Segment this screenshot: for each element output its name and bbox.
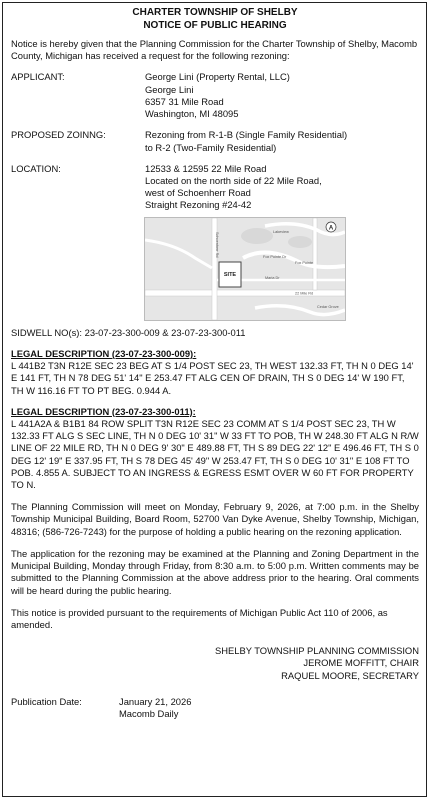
road-label: Cedar Grove [317, 304, 339, 309]
road-label: 22 Mile Rd [295, 291, 314, 296]
applicant-line: Washington, MI 48095 [145, 108, 239, 120]
proposed-line: Rezoning from R-1-B (Single Family Residential) [145, 129, 348, 141]
signature-line-2: JEROME MOFFITT, CHAIR [303, 657, 419, 669]
legal-description-2-heading: LEGAL DESCRIPTION (23-07-23-300-011): [11, 405, 196, 417]
proposed-zoning-label: PROPOSED ZOINNG: [11, 129, 106, 141]
proposed-line: to R-2 (Two-Family Residential) [145, 141, 277, 153]
publication-label: Publication Date: [11, 695, 82, 707]
north-arrow-label: A [328, 224, 334, 231]
applicant-label: APPLICANT: [11, 71, 65, 83]
legal-description-2-text: L 441A2A & B1B1 84 ROW SPLIT T3N R12E SEC 23 COMM AT S 1/4 POST SEC 23, TH W 132.33 FT ALG S SEC LINE, TH N 0 DEG 10' 31" W 33 FT TO POB, TH W 248.30 FT ALG N R/W LINE OF 22 MILE RD, TH N 0 DEG 9' 30" E 489.88 FT, TH S 89 DEG 22' 12" E 496.46 FT, TH S 0 DEG 12' 19" E 337.95 FT, TH S 78 DEG 45' 49" W 253.47 FT, TH S 0 DEG 10' 31" E 108 FT TO POB. 4.855 A. SUBJECT TO AN INGRESS & EGRESS ESMT OVER W 60 FT FOR PROPERTY TO N. [11, 417, 419, 491]
act-paragraph: This notice is provided pursuant to the requirements of Michigan Public Act 110 of 2006, as amended. [11, 606, 388, 630]
notice-title [11, 7, 419, 32]
publication-section [11, 696, 419, 720]
applicant-details [145, 71, 419, 120]
road-22-mile [145, 290, 345, 296]
legal-description-1-heading: LEGAL DESCRIPTION (23-07-23-300-009): [11, 347, 197, 359]
road-label: Fox Pointe Dr [263, 254, 287, 259]
location-line: 12533 & 12595 22 Mile Road [145, 162, 267, 174]
proposed-zoning-section [11, 129, 419, 153]
road-label: Fox Pointe [295, 260, 314, 265]
intro-paragraph: Notice is hereby given that the Planning Commission for the Charter Township of Shelby, Macomb County, Michigan has received a request for the following rezoning: [11, 38, 418, 62]
location-details [145, 163, 419, 212]
applicant-line: George Lini [145, 83, 194, 95]
sidwell-numbers: SIDWELL NO(s): 23-07-23-300-009 & 23-07-23-300-011 [11, 326, 246, 338]
location-map [144, 217, 346, 321]
signature-line-3: RAQUEL MOORE, SECRETARY [281, 669, 419, 681]
road-label: Schoenherr Rd [215, 231, 219, 258]
proposed-zoning-details [145, 129, 419, 153]
location-label: LOCATION: [11, 162, 61, 174]
pond [288, 236, 312, 248]
location-line: west of Schoenherr Road [145, 187, 251, 199]
site-label: SITE [223, 271, 237, 278]
publication-date: January 21, 2026 [119, 695, 192, 707]
title-line-2: NOTICE OF PUBLIC HEARING [143, 19, 287, 31]
location-section [11, 163, 419, 212]
signature-block [11, 645, 419, 682]
signature-line-1: SHELBY TOWNSHIP PLANNING COMMISSION [214, 645, 419, 657]
title-line-1: CHARTER TOWNSHIP OF SHELBY [132, 7, 298, 18]
meeting-paragraph: The Planning Commission will meet on Monday, February 9, 2026, at 7:00 p.m. in the Shelby Township Municipal Building, Board Room, 52700 Van Dyke Avenue, Shelby Township, Michigan, 48316; (586-726-7243) for the purpose of holding a public hearing on the rezoning application. [11, 501, 419, 537]
map-graphic [145, 218, 345, 320]
applicant-line: George Lini (Property Rental, LLC) [145, 71, 290, 83]
applicant-section [11, 71, 419, 120]
publication-details [119, 696, 191, 720]
location-line: Located on the north side of 22 Mile Road, [145, 174, 322, 186]
legal-description-1-text: L 441B2 T3N R12E SEC 23 BEG AT S 1/4 POST SEC 23, TH WEST 132.33 FT, TH N 0 DEG 14' E 141 FT, TH N 78 DEG 51' 14" E 253.47 FT ALG CEN OF DRAIN, TH S 0 DEG 14' W 190 FT, TH W 116.16 FT TO PT BEG. 0.944 A. [11, 360, 414, 396]
applicant-line: 6357 31 Mile Road [145, 95, 224, 107]
location-line: Straight Rezoning #24-42 [145, 199, 252, 211]
publication-paper: Macomb Daily [119, 708, 179, 720]
pond [241, 228, 273, 244]
road-label: Lakeview [273, 229, 289, 234]
public-notice [2, 2, 427, 797]
road-label: Maria Dr [265, 275, 280, 280]
examination-paragraph: The application for the rezoning may be examined at the Planning and Zoning Department in the Municipal Building, Monday through Friday, from 8:30 a.m. to 5:00 p.m. Written comments may be submitted to the Planning Commission at the above address prior to the hearing. Oral comments will be heard during the public hearing. [11, 547, 419, 596]
